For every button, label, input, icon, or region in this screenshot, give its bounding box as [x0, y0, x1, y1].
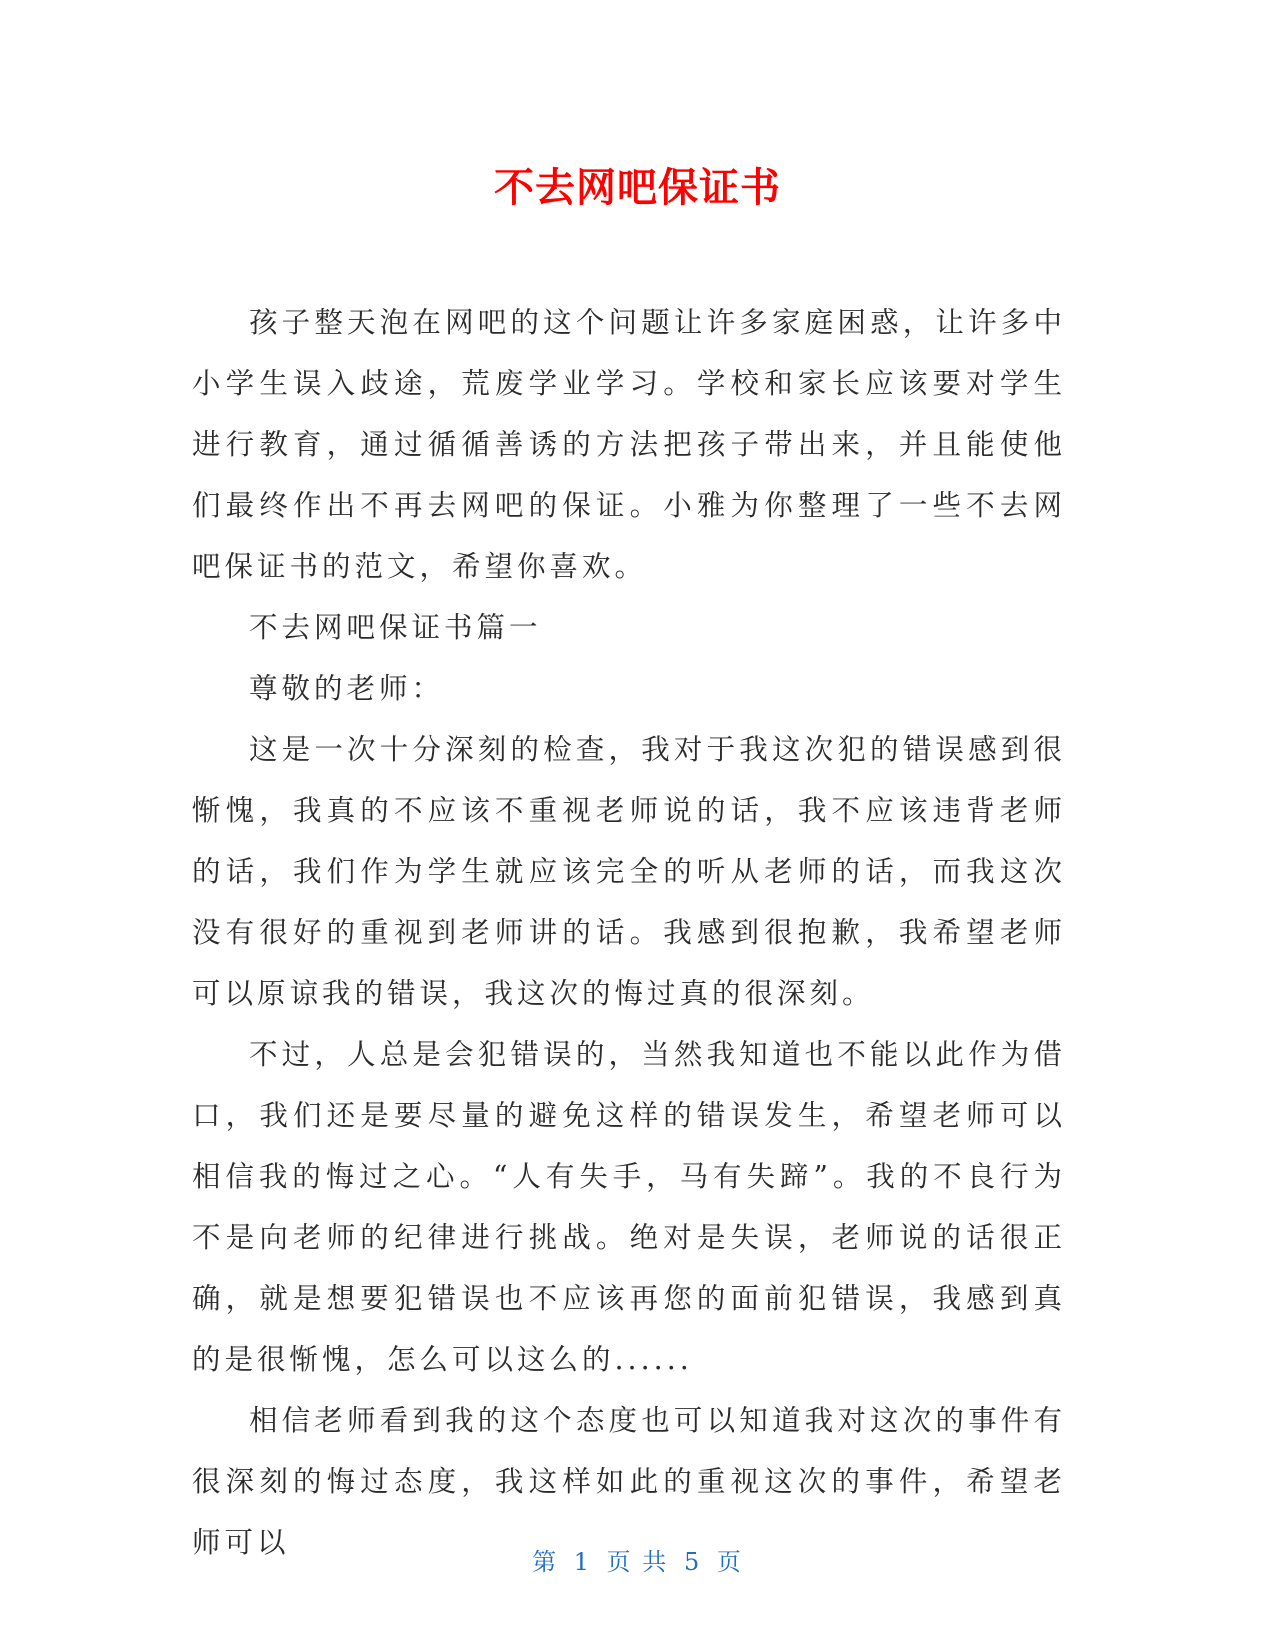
paragraph-body: 这是一次十分深刻的检查，我对于我这次犯的错误感到很惭愧，我真的不应该不重视老师说的话，我不应该违背老师的话，我们作为学生就应该完全的听从老师的话，而我这次没有很好的重视到老师讲的话。我感到很抱歉，我希望老师可以原谅我的错误，我这次的悔过真的很深刻。 — [192, 733, 1066, 1010]
document-body — [192, 292, 1066, 1573]
paragraph-body: 不过，人总是会犯错误的，当然我知道也不能以此作为借口，我们还是要尽量的避免这样的错误发生，希望老师可以相信我的悔过之心。“人有失手，马有失蹄”。我的不良行为不是向老师的纪律进行挑战。绝对是失误，老师说的话很正确，就是想要犯错误也不应该再您的面前犯错误，我感到真的是很惭愧，怎么可以这么的...... — [192, 1038, 1066, 1376]
paragraph-intro: 孩子整天泡在网吧的这个问题让许多家庭困惑，让许多中小学生误入歧途，荒废学业学习。学校和家长应该要对学生进行教育，通过循循善诱的方法把孩子带出来，并且能使他们最终作出不再去网吧的保证。小雅为你整理了一些不去网吧保证书的范文，希望你喜欢。 — [192, 306, 1066, 583]
salutation: 尊敬的老师： — [249, 672, 445, 705]
page-prefix: 第 — [532, 1548, 559, 1576]
page-suffix: 页 — [716, 1548, 743, 1576]
document-title: 不去网吧保证书 — [494, 165, 781, 211]
page-total: 5 — [683, 1548, 702, 1576]
page-mid: 页 共 — [606, 1548, 669, 1576]
page-current: 1 — [573, 1548, 592, 1576]
page-number-footer — [0, 1546, 1275, 1578]
section-heading: 不去网吧保证书篇一 — [249, 611, 542, 644]
paragraph-body: 相信老师看到我的这个态度也可以知道我对这次的事件有很深刻的悔过态度，我这样如此的重视这次的事件，希望老师可以 — [192, 1404, 1066, 1559]
